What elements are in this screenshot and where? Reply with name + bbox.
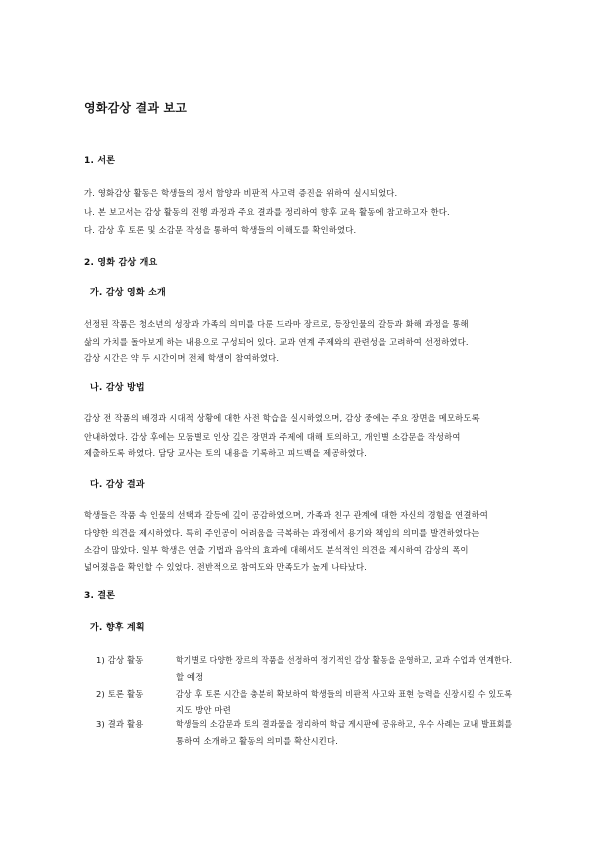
plan-item-line: 감상 후 토론 시간을 충분히 확보하여 학생들의 비판적 사고와 표현 능력을 신장시킬 수 있도록: [176, 689, 513, 699]
plan-item-line: 학기별로 다양한 장르의 작품을 선정하여 정기적인 감상 활동을 운영하고, 교과 수업과 연계한다.: [176, 655, 513, 665]
intro-line: 다. 감상 후 토론 및 소감문 작성을 통하여 학생들의 이해도를 확인하였다.: [84, 225, 357, 235]
plan-item-label: 1) 감상 활동: [96, 655, 144, 665]
paragraph-line: 감상 전 작품의 배경과 시대적 상황에 대한 사전 학습을 실시하였으며, 감상 중에는 주요 장면을 메모하도록: [84, 413, 480, 423]
paragraph-line: 삶의 가치를 돌아보게 하는 내용으로 구성되어 있다. 교과 연계 주제와의 관련성을 고려하여 선정하였다.: [84, 337, 469, 347]
subsection-heading: 나. 감상 방법: [90, 383, 145, 393]
document-title: 영화감상 결과 보고: [84, 101, 188, 115]
plan-item-line: 통하여 소개하고 활동의 의미를 확산시킨다.: [176, 736, 339, 746]
intro-line: 가. 영화감상 활동은 학생들의 정서 함양과 비판적 사고력 증진을 위하여 실시되었다.: [84, 188, 398, 198]
paragraph-line: 학생들은 작품 속 인물의 선택과 갈등에 깊이 공감하였으며, 가족과 친구 관계에 대한 자신의 경험을 연결하여: [84, 510, 489, 520]
paragraph-line: 선정된 작품은 청소년의 성장과 가족의 의미를 다룬 드라마 장르로, 등장인물의 갈등과 화해 과정을 통해: [84, 319, 469, 329]
paragraph-line: 넓어졌음을 확인할 수 있었다. 전반적으로 참여도와 만족도가 높게 나타났다.: [84, 562, 368, 572]
plan-item-label: 2) 토론 활동: [96, 689, 144, 699]
subsection-heading: 다. 감상 결과: [90, 480, 145, 490]
conclusion-heading: 3. 결론: [84, 591, 116, 601]
plan-item-label: 3) 결과 활용: [96, 719, 144, 729]
overview-heading: 2. 영화 감상 개요: [84, 258, 158, 268]
paragraph-line: 제출하도록 하였다. 담당 교사는 토의 내용을 기록하고 피드백을 제공하였다.: [84, 448, 368, 458]
intro-line: 나. 본 보고서는 감상 활동의 진행 과정과 주요 결과를 정리하여 향후 교육 활동에 참고하고자 한다.: [84, 207, 450, 217]
subsection-heading: 가. 향후 계획: [90, 623, 145, 633]
paragraph-line: 소감이 많았다. 일부 학생은 연출 기법과 음악의 효과에 대해서도 분석적인 의견을 제시하여 감상의 폭이: [84, 545, 469, 555]
paragraph-line: 다양한 의견을 제시하였다. 특히 주인공이 어려움을 극복하는 과정에서 용기와 책임의 의미를 발견하였다는: [84, 528, 480, 538]
subsection-heading: 가. 감상 영화 소개: [90, 288, 166, 298]
paragraph-line: 감상 시간은 약 두 시간이며 전체 학생이 참여하였다.: [84, 353, 280, 363]
paragraph-line: 안내하였다. 감상 후에는 모둠별로 인상 깊은 장면과 주제에 대해 토의하고, 개인별 소감문을 작성하여: [84, 432, 461, 442]
plan-item-line: 할 예정: [176, 672, 204, 682]
intro-heading: 1. 서론: [84, 156, 116, 166]
plan-item-line: 지도 방안 마련: [176, 705, 231, 715]
plan-item-line: 학생들의 소감문과 토의 결과물을 정리하여 학급 게시판에 공유하고, 우수 사례는 교내 발표회를: [176, 719, 513, 729]
